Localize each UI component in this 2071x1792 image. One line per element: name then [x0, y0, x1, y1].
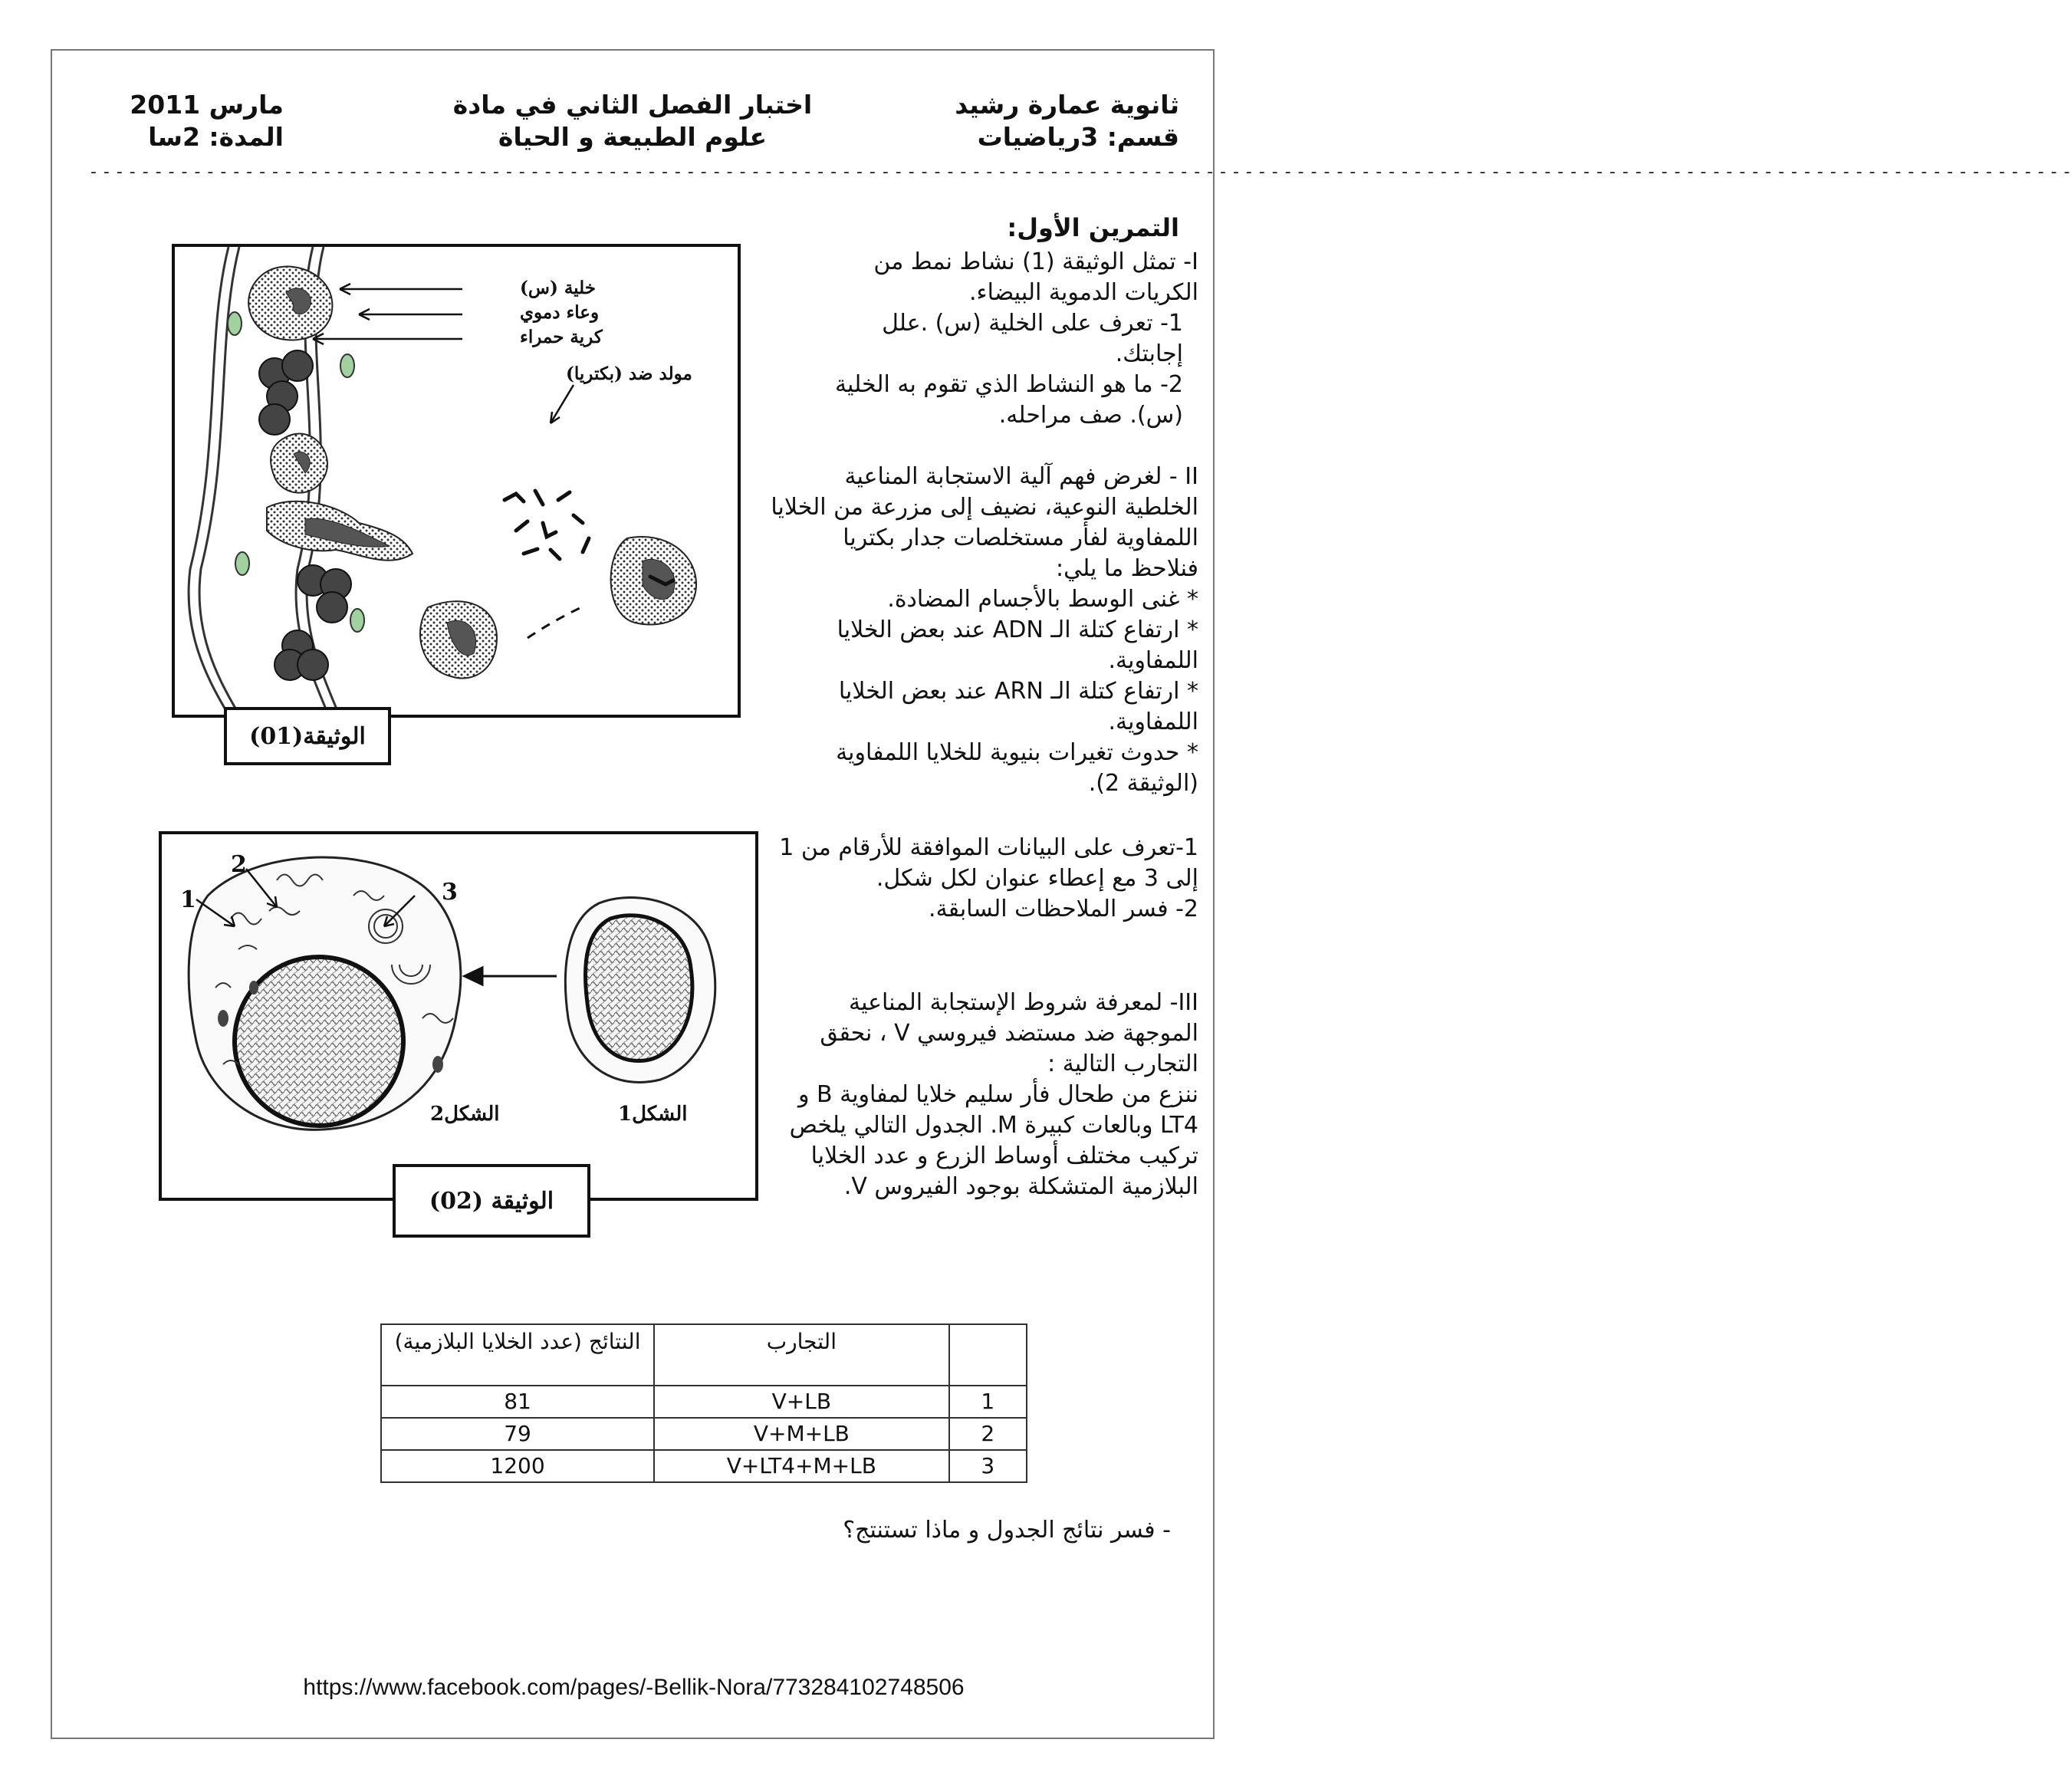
part2-intro: II - لغرض فهم آلية الاستجابة المناعية الخلطية النوعية، نضيف إلى مزرعة من الخلايا اللمفاوية لفأر مستخلصات جدار بكتريا فنلاحظ ما يلي:: [771, 463, 1198, 582]
part2-observation1: * غنى الوسط بالأجسام المضادة.: [887, 586, 1198, 613]
part2-block: [769, 462, 1198, 799]
part1-question2: 2- ما هو النشاط الذي تقوم به الخلية (س). صف مراحله.: [834, 371, 1183, 429]
header-divider: - - - - - - - - - - - - - - - - - - - - - - - - - - - - - - - - - - - - - - - - - - - - - - - - - - - - - - - - - - - - - - - - - - - - - - - - - - - - - - - - - - - - - - - - - - - - - - - - - - - - - - - - - - - - - - - - - - - - - - - - - - - - - - - - - - - - - - - - - - - - - - - - - - - - - - - - -: [90, 163, 2071, 182]
part3-text: ننزع من طحال فأر سليم خلايا لمفاوية B و LT4 وبالعات كبيرة M. الجدول التالي يلخص تركيب مختلف أوساط الزرع و عدد الخلايا البلازمية المتشكلة بوجود الفيروس V.: [789, 1081, 1198, 1200]
label-red-blood-cell: كرية حمراء: [520, 327, 603, 347]
part1-question1: 1- تعرف على الخلية (س) .علل إجابتك.: [882, 310, 1183, 367]
table-header-experiments: التجارب: [654, 1324, 949, 1386]
part3-question: - فسر نتائج الجدول و ماذا تستنتج؟: [843, 1517, 1171, 1544]
document2-figure: [159, 831, 758, 1201]
school-name: ثانوية عمارة رشيد: [955, 90, 1179, 120]
table-cell-result: 81: [381, 1386, 654, 1418]
document1-figure: [172, 244, 741, 718]
table-cell-experiment: V+LB: [654, 1386, 949, 1418]
table-header-results: النتائج (عدد الخلايا البلازمية): [381, 1324, 654, 1386]
table-row: [381, 1386, 1027, 1418]
blood-vessel-illustration: [175, 247, 738, 715]
exam-date: مارس 2011: [130, 90, 284, 120]
part2-observation4: * حدوث تغيرات بنيوية للخلايا اللمفاوية (الوثيقة 2).: [836, 739, 1198, 797]
label-antigen-bacteria: مولد ضد (بكتريا): [566, 363, 692, 384]
part1-intro: I- تمثل الوثيقة (1) نشاط نمط من الكريات الدموية البيضاء.: [873, 248, 1198, 306]
label-blood-vessel: وعاء دموي: [520, 302, 600, 323]
part2-question1: 1-تعرف على البيانات الموافقة للأرقام من 1 إلى 3 مع إعطاء عنوان لكل شكل.: [779, 834, 1198, 892]
class-name: قسم: 3رياضيات: [977, 122, 1179, 152]
document1-caption: الوثيقة(01): [224, 707, 391, 765]
table-header-row: [381, 1324, 1027, 1386]
doc2-number-1: 1: [180, 886, 196, 913]
table-header-index: [949, 1324, 1027, 1386]
part2-observation3: * ارتفاع كتلة الـ ARN عند بعض الخلايا اللمفاوية.: [838, 678, 1198, 735]
table-row: [381, 1450, 1027, 1482]
doc2-number-2: 2: [231, 851, 247, 878]
table-cell-experiment: V+M+LB: [654, 1418, 949, 1450]
doc2-figure1-label: الشكل1: [618, 1103, 688, 1126]
part3-intro: III- لمعرفة شروط الإستجابة المناعية الموجهة ضد مستضد فيروسي V ، نحقق التجارب التالية :: [820, 989, 1198, 1077]
exam-duration: المدة: 2سا: [148, 122, 284, 152]
table-cell-index: 2: [949, 1418, 1027, 1450]
table-row: [381, 1418, 1027, 1450]
doc2-number-3: 3: [442, 879, 458, 906]
exam-title: اختبار الفصل الثاني في مادة: [452, 90, 813, 120]
footer-url[interactable]: https://www.facebook.com/pages/-Bellik-Nora/773284102748506: [303, 1675, 965, 1700]
lymphocyte-transformation-illustration: [162, 834, 755, 1198]
part3-block: [769, 988, 1198, 1202]
label-cell-s: خلية (س): [520, 278, 596, 298]
exam-subject: علوم الطبيعة و الحياة: [498, 122, 768, 152]
doc2-figure2-label: الشكل2: [430, 1103, 500, 1126]
part2-observation2: * ارتفاع كتلة الـ ADN عند بعض الخلايا اللمفاوية.: [837, 617, 1198, 674]
document2-caption: الوثيقة (02): [393, 1164, 590, 1238]
part2-questions: [769, 833, 1198, 925]
part2-question2: 2- فسر الملاحظات السابقة.: [929, 896, 1198, 922]
results-table: [380, 1323, 1027, 1483]
part1-block: [807, 247, 1198, 431]
table-cell-index: 3: [949, 1450, 1027, 1482]
table-cell-experiment: V+LT4+M+LB: [654, 1450, 949, 1482]
exercise-title: التمرين الأول:: [1007, 213, 1179, 242]
table-cell-index: 1: [949, 1386, 1027, 1418]
table-cell-result: 1200: [381, 1450, 654, 1482]
table-cell-result: 79: [381, 1418, 654, 1450]
